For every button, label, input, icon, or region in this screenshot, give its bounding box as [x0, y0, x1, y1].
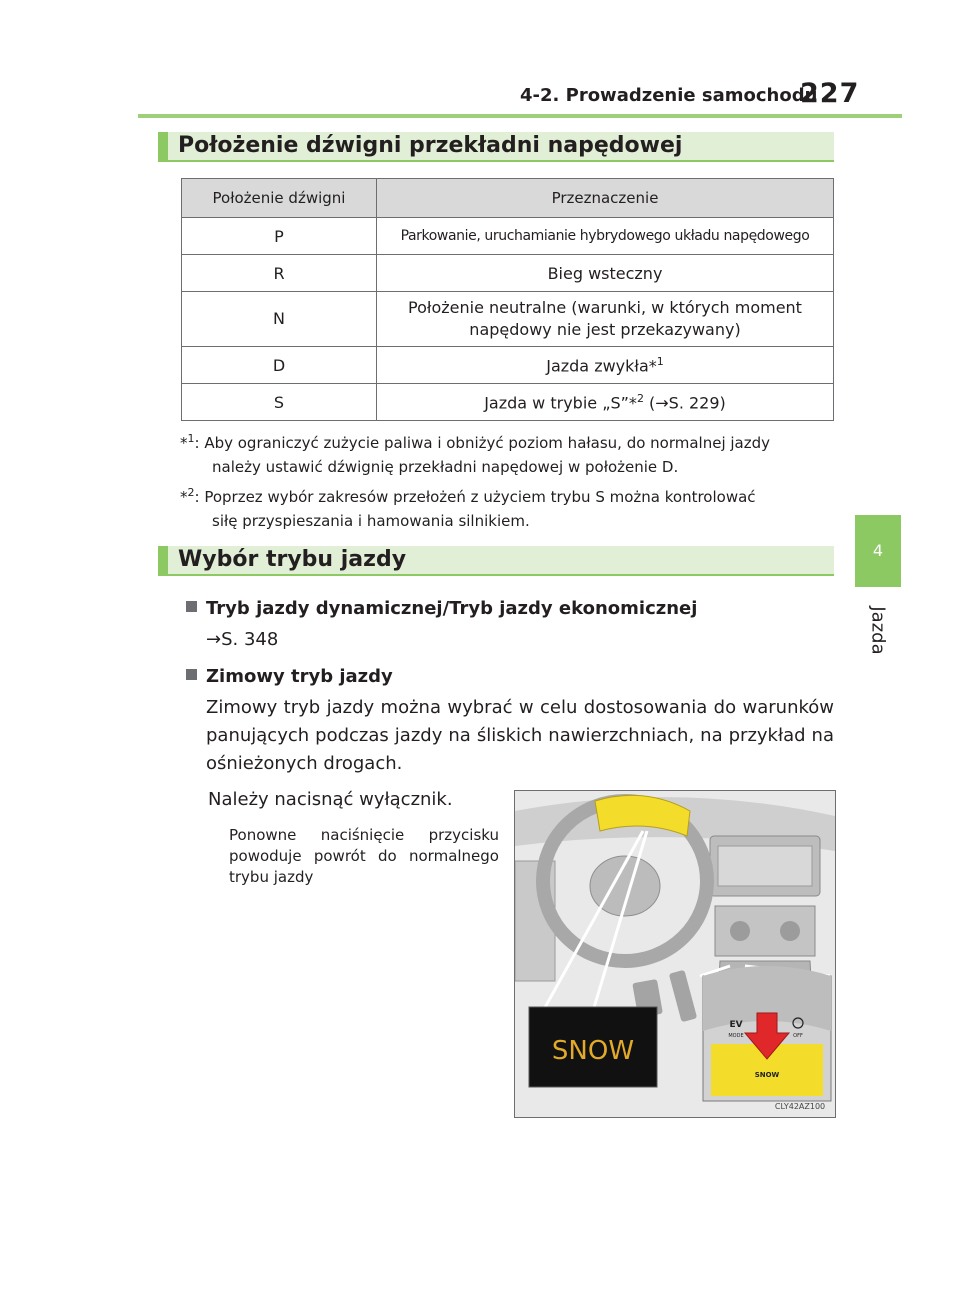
table-row	[182, 218, 834, 255]
dashboard-illustration	[514, 790, 836, 1118]
table-cell-purpose: Bieg wsteczny	[377, 255, 834, 292]
bullet-dynamic-eco: Tryb jazdy dynamicznej/Tryb jazdy ekonomicznej	[186, 598, 697, 619]
section-heading-gear: Położenie dźwigni przekładni napędowej	[158, 132, 834, 162]
table-cell-position: D	[182, 347, 377, 384]
figure-code: CLY42AZ100	[774, 1102, 826, 1111]
table-header-row	[182, 179, 834, 218]
chapter-label: Jazda	[867, 606, 889, 655]
square-bullet-icon	[186, 669, 197, 680]
mode-label: MODE	[728, 1033, 744, 1039]
table-cell-position: S	[182, 384, 377, 421]
arrow-icon: →	[206, 629, 222, 650]
arrow-icon: →	[655, 393, 669, 413]
chapter-tab: 4	[855, 515, 901, 587]
page-number: 227	[800, 78, 860, 109]
page-reference: →S. 348	[206, 629, 279, 650]
bullet-winter-mode: Zimowy tryb jazdy	[186, 666, 393, 687]
snow-display-text: SNOW	[551, 1036, 635, 1066]
table-cell-purpose: Parkowanie, uruchamianie hybrydowego układu napędowego	[377, 218, 834, 255]
table-row	[182, 347, 834, 384]
table-row	[182, 292, 834, 347]
off-label: OFF	[793, 1033, 803, 1039]
table-cell-position: N	[182, 292, 377, 347]
snow-button-label: SNOW	[754, 1071, 780, 1079]
winter-mode-description: Zimowy tryb jazdy można wybrać w celu dostosowania do warunków panujących podczas jazdy na śliskich nawierzchniach, na przykład na ośnieżonych drogach.	[206, 697, 834, 774]
table-cell-purpose: Jazda zwykła*$^1$	[377, 347, 834, 384]
instruction-text: Należy nacisnąć wyłącznik.	[208, 789, 453, 810]
table-row	[182, 384, 834, 421]
table-cell-position: P	[182, 218, 377, 255]
table-header-cell: Położenie dźwigni	[182, 179, 377, 218]
footnote-1: *$^1$: Aby ograniczyć zużycie paliwa i obniżyć poziom hałasu, do normalnej jazdy należy ustawić dźwignię przekładni napędowej w położenie D.	[180, 432, 771, 476]
ev-label: EV	[729, 1020, 743, 1030]
instruction-note: Ponowne naciśnięcie przycisku powoduje powrót do normalnego trybu jazdy	[229, 826, 499, 886]
table-header-cell: Przeznaczenie	[377, 179, 834, 218]
section-heading-drive-mode: Wybór trybu jazdy	[158, 546, 834, 576]
header-rule	[138, 114, 902, 118]
gear-position-table	[181, 178, 834, 421]
table-cell-position: R	[182, 255, 377, 292]
footnote-2: *$^2$: Poprzez wybór zakresów przełożeń z użyciem trybu S można kontrolować siłę przyspieszania i hamowania silnikiem.	[180, 486, 756, 530]
running-header: 4-2. Prowadzenie samochodu	[520, 85, 818, 106]
square-bullet-icon	[186, 601, 197, 612]
table-cell-purpose: Położenie neutralne (warunki, w których moment napędowy nie jest przekazywany)	[377, 292, 834, 347]
table-cell-purpose: Jazda w trybie „S”*$^2$ (→S. 229)	[377, 384, 834, 421]
table-row	[182, 255, 834, 292]
